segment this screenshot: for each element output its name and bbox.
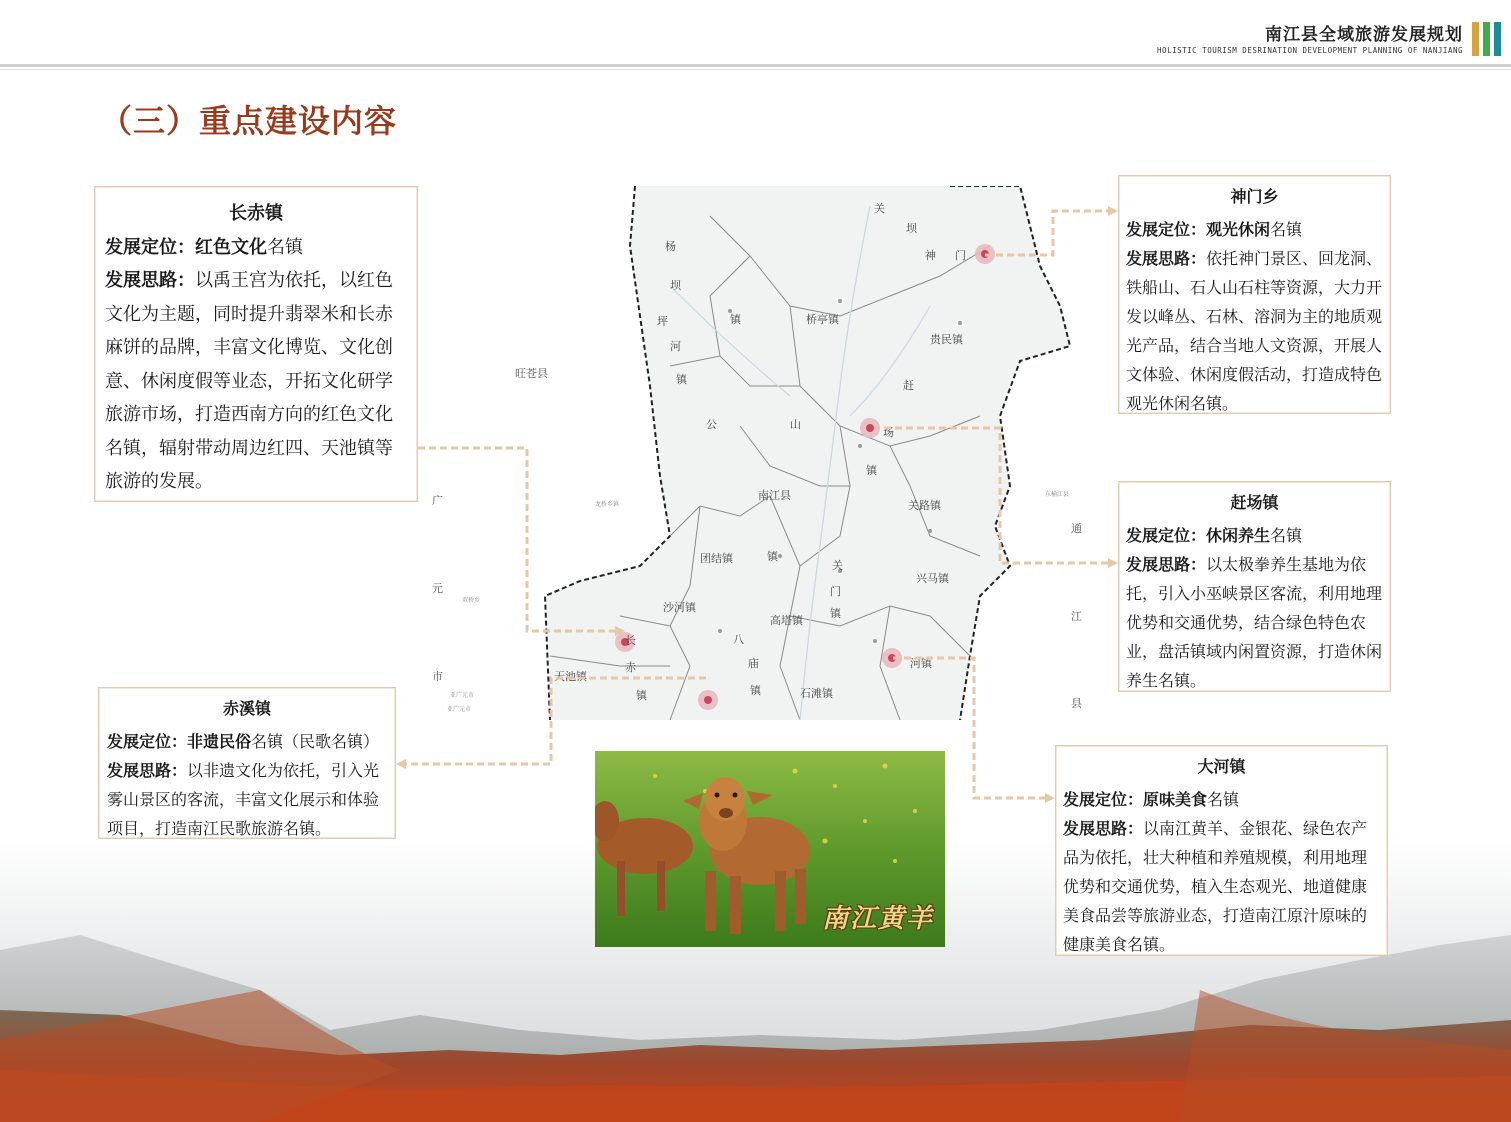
position-highlight: 原味美食 — [1143, 790, 1208, 809]
card-changchi-position — [105, 231, 407, 265]
card-dahe-title: 大河镇 — [1197, 757, 1246, 776]
position-suffix: 名镇 — [1207, 790, 1240, 809]
position-highlight: 非遗民俗 — [187, 732, 252, 751]
idea-text: 依托神门景区、回龙洞、铁船山、石人山石柱等资源，大力开发以峰丛、石林、溶洞为主的地质观光产品，结合当地人文资源，开展人文体验、休闲度假活动，打造成特色观光休闲名镇。 — [1126, 249, 1383, 413]
card-shenmen-title: 神门乡 — [1230, 187, 1279, 206]
map-label-ba: 八 — [733, 633, 744, 646]
map-label-men: 门 — [830, 585, 841, 598]
map-label-pingheng-1: 坪 — [657, 315, 668, 328]
map-label-guanba-2: 坝 — [906, 222, 917, 235]
position-suffix: 名镇 — [1270, 526, 1303, 545]
position-label: 发展定位： — [1063, 790, 1144, 809]
map-label-chang2: 长 — [625, 634, 636, 647]
brand-logo — [1472, 22, 1502, 56]
map-label-hezhen: 河镇 — [910, 657, 932, 670]
position-highlight: 休闲养生 — [1206, 526, 1271, 545]
map-label-gong: 公 — [706, 418, 717, 431]
map-label-tongjiang-1: 通 — [1071, 522, 1082, 535]
card-ganchang-title: 赶场镇 — [1230, 493, 1279, 512]
map-label-tongjiang-3: 县 — [1071, 697, 1082, 710]
card-dahe — [1055, 745, 1388, 956]
map-label-xingma: 兴马镇 — [916, 572, 949, 585]
map-label-pingheng-2: 河 — [670, 340, 681, 353]
idea-label: 发展思路： — [107, 761, 188, 780]
document-title: 南江县全域旅游发展规划 — [1265, 25, 1463, 45]
idea-label: 发展思路： — [105, 270, 195, 291]
card-ganchang — [1118, 481, 1391, 692]
map-label-zhen: 镇 — [730, 313, 741, 326]
map-label-tiny-e: 亚广元市 — [447, 706, 472, 713]
position-suffix: 名镇 — [267, 236, 303, 258]
card-changchi-idea — [105, 264, 407, 499]
idea-text: 以南江黄羊、金银花、绿色农产品为依托，壮大种植和养殖规模，利用地理优势和交通优势，植入生态观光、地道健康美食品尝等旅游业态，打造南江原汁原味的健康美食名镇。 — [1063, 819, 1368, 954]
card-shenmen-position — [1126, 215, 1383, 244]
page-title: （三）重点建设内容 — [100, 102, 398, 140]
map-label-chi: 赤 — [625, 661, 636, 674]
map-label-shenmen-1: 神 — [925, 249, 936, 262]
position-highlight: 红色文化 — [195, 236, 267, 258]
idea-label: 发展思路： — [1126, 249, 1207, 268]
position-label: 发展定位： — [1126, 220, 1207, 239]
card-chixi-idea — [107, 756, 387, 843]
card-dahe-position — [1063, 785, 1380, 814]
map-label-guanlu: 关路镇 — [908, 499, 941, 512]
map-label-shan: 山 — [790, 418, 801, 431]
map-label-guangyuan-2: 元 — [432, 582, 443, 595]
idea-label: 发展思路： — [1063, 819, 1144, 838]
map-label-shitan: 石滩镇 — [800, 687, 833, 700]
map-label-tiny-b: 双桥乡 — [462, 597, 481, 604]
header-divider-thin — [0, 69, 1511, 70]
map-label-guangyuan-1: 广 — [432, 494, 443, 507]
map-label-qiaoting: 桥亭镇 — [806, 313, 839, 326]
map-label-gan: 赶 — [903, 379, 914, 392]
photo-caption: 南江黄羊 — [822, 904, 935, 934]
idea-text: 以禹王宫为依托，以红色文化为主题，同时提升翡翠米和长赤麻饼的品牌，丰富文化博览、文化创意、休闲度假等业态，开拓文化研学旅游市场，打造西南方向的红色文化名镇，辐射带动周边红四、天池镇等旅游的发展。 — [105, 270, 393, 492]
map-label-guanba-1: 关 — [874, 202, 885, 215]
card-ganchang-idea — [1126, 550, 1383, 695]
card-dahe-idea — [1063, 814, 1380, 959]
map-label-tiny-d: 亚广元市 — [450, 692, 475, 699]
map-label-tiny-a: 龙桥乡镇 — [595, 501, 620, 508]
idea-text: 以非遗文化为依托，引入光雾山景区的客流，丰富文化展示和体验项目，打造南江民歌旅游名镇。 — [107, 761, 380, 838]
card-shenmen — [1118, 175, 1391, 414]
card-changchi-title: 长赤镇 — [229, 203, 283, 224]
card-ganchang-position — [1126, 521, 1383, 550]
map-label-zhen5: 镇 — [750, 684, 761, 697]
map-label-zhen3: 镇 — [767, 550, 778, 563]
idea-label: 发展思路： — [1126, 555, 1207, 574]
card-changchi — [94, 186, 418, 502]
position-label: 发展定位： — [1126, 526, 1207, 545]
map-label-shenmen-2: 门 — [955, 249, 966, 262]
map-label-chang: 场 — [883, 426, 894, 439]
position-label: 发展定位： — [107, 732, 188, 751]
map-label-tianchi: 天池镇 — [554, 670, 587, 683]
idea-text: 以太极拳养生基地为依托，引入小巫峡景区客流，利用地理优势和交通优势，结合绿色特色农业，盘活镇域内闲置资源，打造休闲养生名镇。 — [1126, 555, 1383, 690]
map-label-yangba-2: 坝 — [670, 279, 681, 292]
card-shenmen-idea — [1126, 244, 1383, 418]
card-chixi-position — [107, 727, 387, 756]
map-label-yangba-1: 杨 — [665, 240, 676, 253]
map-label-guimin: 贵民镇 — [930, 333, 963, 346]
position-suffix: 名镇 — [1270, 220, 1303, 239]
map-label-zhen6: 镇 — [636, 689, 647, 702]
map-label-gaota: 高塔镇 — [770, 614, 803, 627]
map-label-wangcang: 旺苍县 — [515, 367, 548, 380]
map-label-tiny-c: 东榆江县 — [1045, 491, 1070, 498]
map-label-miao: 庙 — [748, 657, 759, 670]
map-label-shahe: 沙河镇 — [663, 601, 696, 614]
map-label-zhen2: 镇 — [866, 464, 877, 477]
card-chixi-title: 赤溪镇 — [222, 699, 271, 718]
map-label-tuanjie: 团结镇 — [700, 552, 733, 565]
nanjiang-county-map — [370, 186, 1170, 720]
document-subtitle: HOLISTIC TOURISM DESRINATION DEVELOPMENT PLANNING OF NANJIANG — [1157, 46, 1463, 55]
position-suffix: 名镇（民歌名镇） — [251, 732, 380, 751]
header-divider — [0, 64, 1511, 67]
position-highlight: 观光休闲 — [1206, 220, 1271, 239]
map-label-guangyuan-3: 市 — [432, 670, 443, 683]
map-label-nanjiang: 南江县 — [758, 489, 791, 502]
position-label: 发展定位： — [105, 236, 195, 258]
card-chixi — [98, 687, 396, 839]
map-label-tongjiang-2: 江 — [1071, 610, 1082, 623]
map-label-guan: 关 — [832, 559, 843, 572]
map-label-pingheng-3: 镇 — [676, 373, 687, 386]
map-label-zhen4: 镇 — [830, 607, 841, 620]
